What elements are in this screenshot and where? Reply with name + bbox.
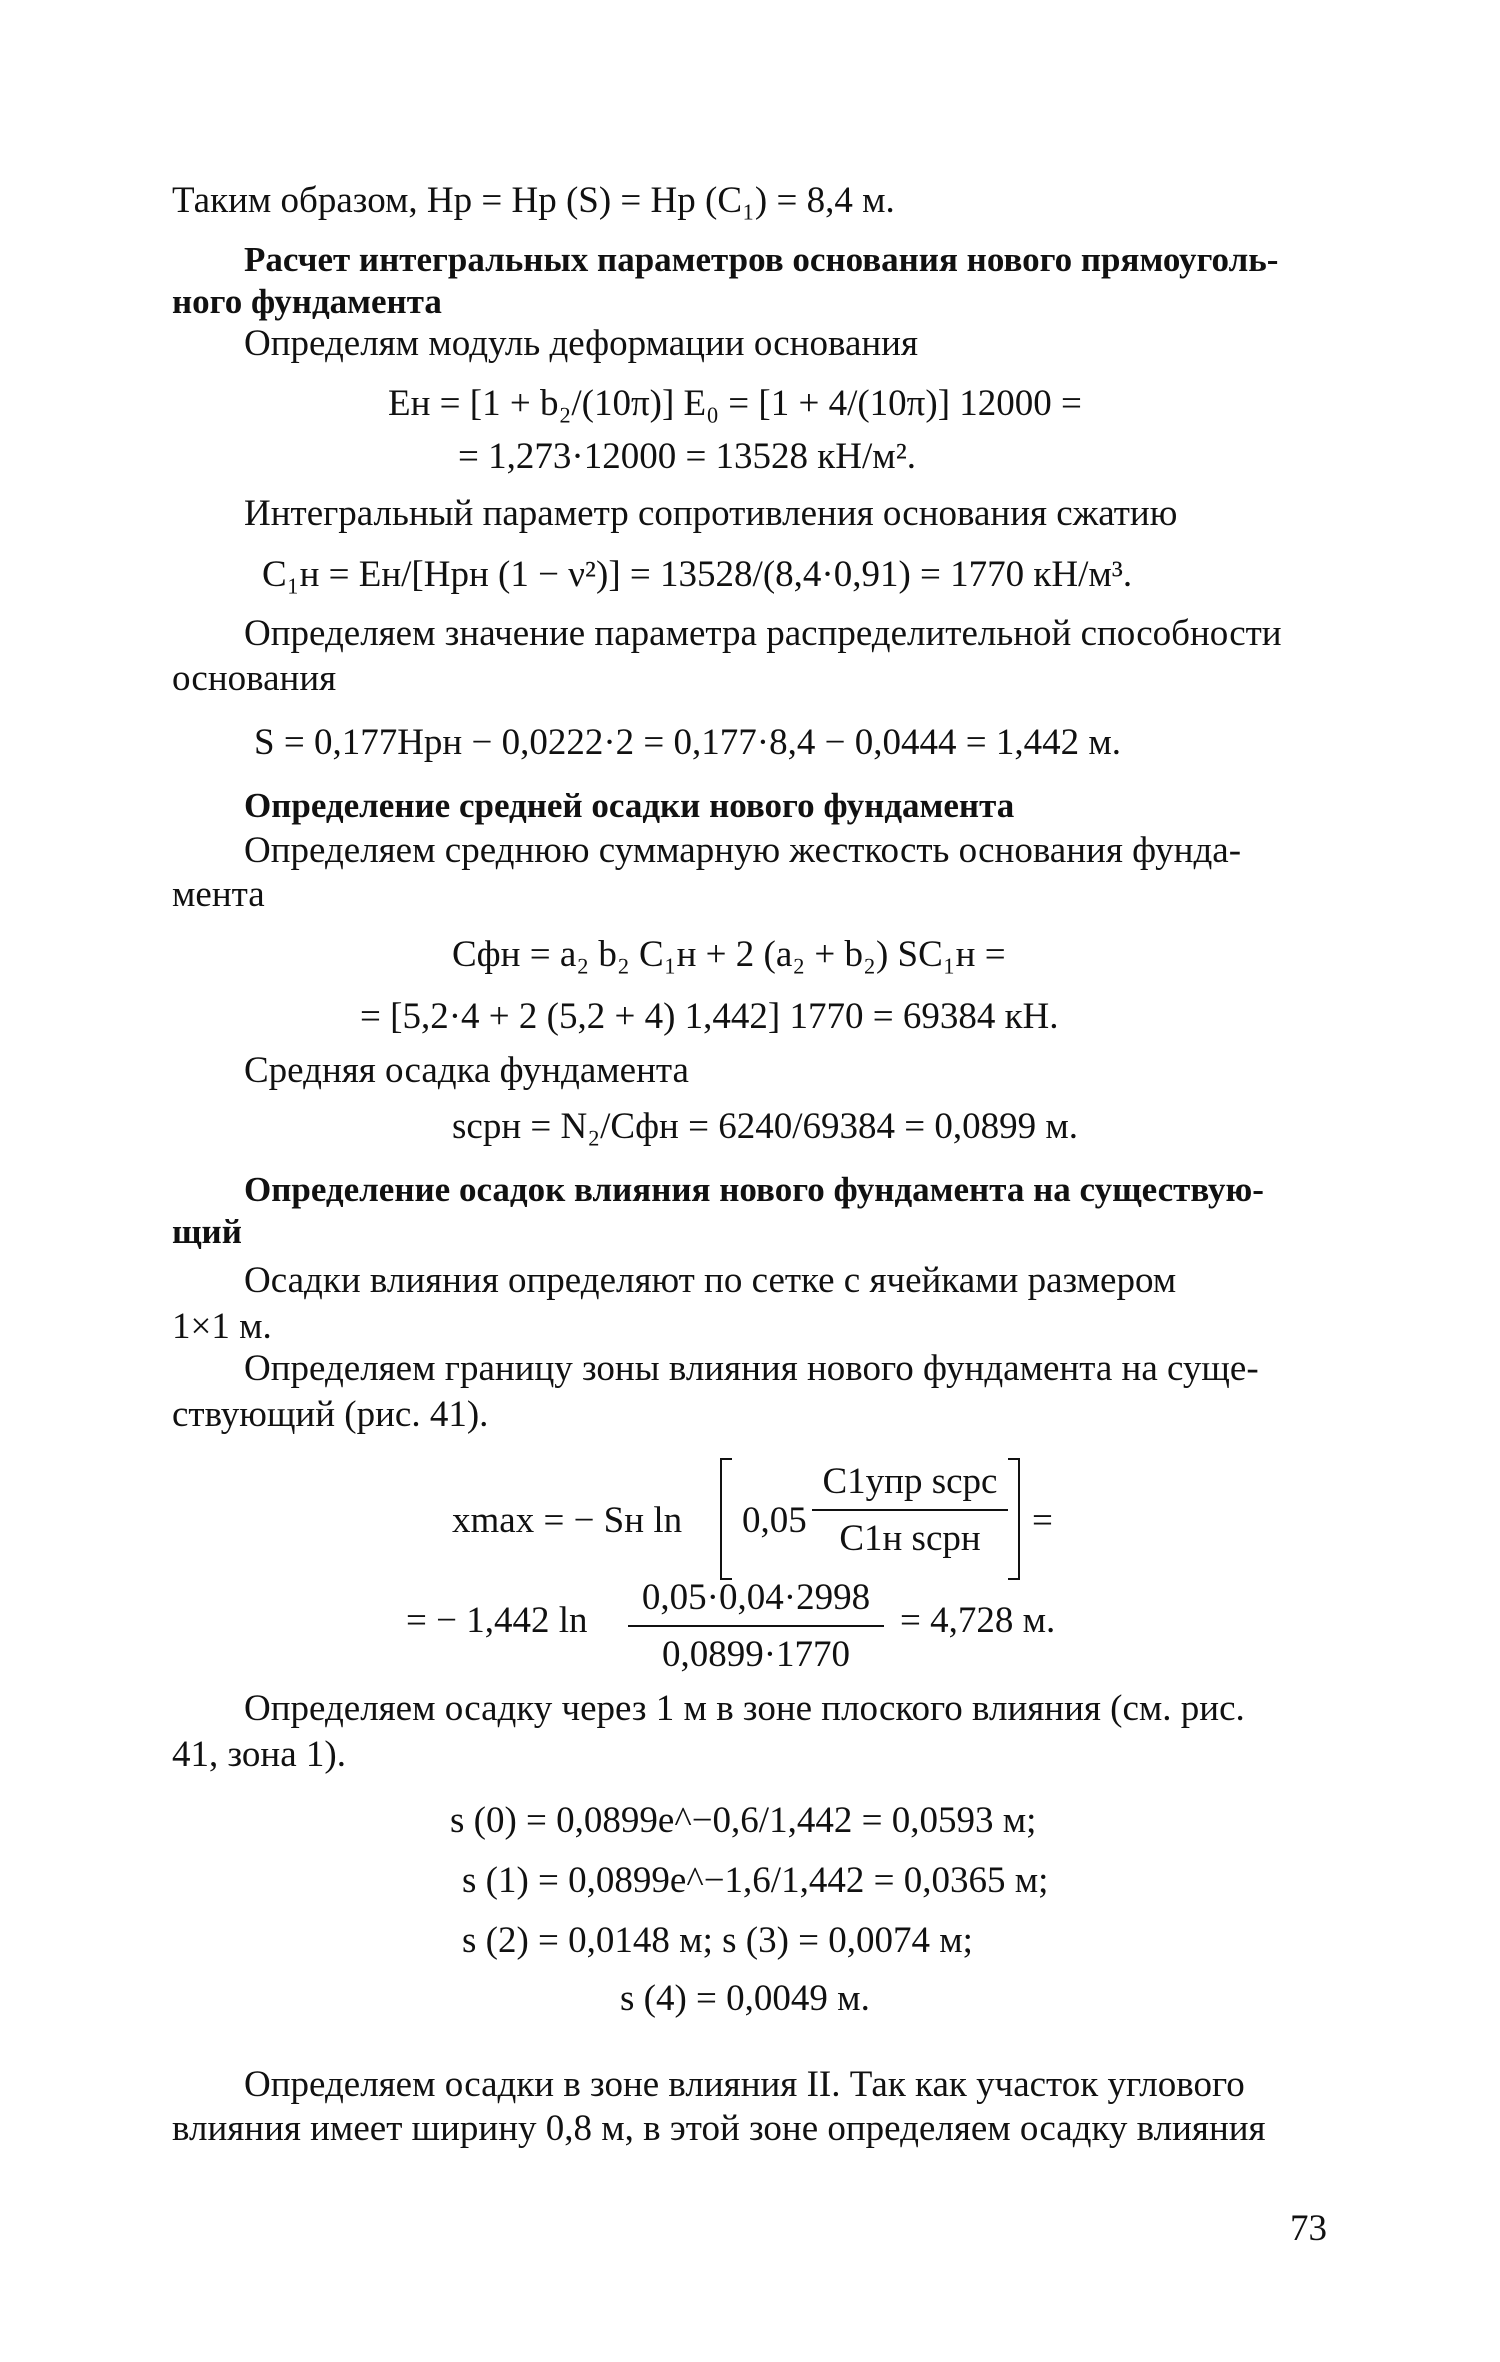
- formula-xmax-result-right: = 4,728 м.: [900, 1600, 1056, 1641]
- formula-stiffness-2: = [5,2·4 + 2 (5,2 + 4) 1,442] 1770 = 69384 кН.: [360, 996, 1059, 1037]
- formula-s0: s (0) = 0,0899e^−0,6/1,442 = 0,0593 м;: [450, 1800, 1037, 1841]
- paragraph-distribution-cont: основания: [172, 658, 337, 699]
- fraction-xmax-denominator: C1н sсрн: [812, 1509, 1008, 1560]
- fraction-xmax: [812, 1460, 1008, 1560]
- formula-s4: s (4) = 0,0049 м.: [620, 1978, 870, 2019]
- paragraph-modulus: Определям модуль деформации основания: [244, 323, 919, 364]
- formula-modulus-1: Eн = [1 + b₂/(10π)] E₀ = [1 + 4/(10π)] 12000 =: [388, 383, 1082, 424]
- right-bracket: [1008, 1458, 1020, 1580]
- formula-compression: C₁н = Eн/[Hрн (1 − ν²)] = 13528/(8,4·0,91) = 1770 кН/м³.: [262, 554, 1133, 595]
- paragraph-grid: Осадки влияния определяют по сетке с ячейками размером: [244, 1260, 1177, 1301]
- heading-integral-params-cont: ного фундамента: [172, 282, 442, 321]
- formula-xmax-equals: =: [1032, 1500, 1053, 1541]
- heading-integral-params: Расчет интегральных параметров основания нового прямоуголь-: [244, 240, 1279, 279]
- formula-xmax-coef: 0,05: [742, 1500, 807, 1541]
- formula-s2-s3: s (2) = 0,0148 м; s (3) = 0,0074 м;: [462, 1920, 973, 1961]
- fraction-xmax-numerator: C1упр sсрс: [822, 1461, 998, 1502]
- paragraph-compression: Интегральный параметр сопротивления основания сжатию: [244, 493, 1178, 534]
- fraction-result-numerator: 0,05·0,04·2998: [641, 1577, 871, 1618]
- formula-stiffness-1: Cфн = a₂ b₂ C₁н + 2 (a₂ + b₂) SC₁н =: [452, 934, 1006, 975]
- formula-mean-settlement: sсрн = N₂/Cфн = 6240/69384 = 0,0899 м.: [452, 1106, 1079, 1147]
- formula-distribution: S = 0,177Hрн − 0,0222·2 = 0,177·8,4 − 0,0444 = 1,442 м.: [254, 722, 1121, 763]
- paragraph-mean-settlement: Средняя осадка фундамента: [244, 1050, 689, 1091]
- heading-influence-cont: щий: [172, 1212, 242, 1251]
- paragraph-zone-boundary: Определяем границу зоны влияния нового фундамента на суще-: [244, 1348, 1259, 1389]
- result-line-hr: Таким образом, Hр = Hр (S) = Hр (C₁) = 8,4 м.: [172, 180, 895, 221]
- heading-mean-settlement: Определение средней осадки нового фундамента: [244, 786, 1015, 825]
- paragraph-grid-cont: 1×1 м.: [172, 1306, 272, 1347]
- page-number: 73: [1290, 2208, 1327, 2249]
- formula-modulus-2: = 1,273·12000 = 13528 кН/м².: [458, 436, 917, 477]
- paragraph-stiffness-cont: мента: [172, 874, 265, 915]
- fraction-xmax-result: [628, 1576, 884, 1676]
- formula-s1: s (1) = 0,0899e^−1,6/1,442 = 0,0365 м;: [462, 1860, 1049, 1901]
- paragraph-distribution: Определяем значение параметра распределительной способности: [244, 613, 1282, 654]
- formula-xmax-left: xmax = − Sн ln: [452, 1500, 683, 1541]
- paragraph-flat-zone: Определяем осадку через 1 м в зоне плоского влияния (см. рис.: [244, 1688, 1245, 1729]
- paragraph-zone-ii: Определяем осадки в зоне влияния II. Так как участок углового: [244, 2064, 1245, 2105]
- paragraph-zone-ii-cont: влияния имеет ширину 0,8 м, в этой зоне определяем осадку влияния: [172, 2108, 1266, 2149]
- paragraph-stiffness: Определяем среднюю суммарную жесткость основания фунда-: [244, 830, 1242, 871]
- formula-xmax-result-left: = − 1,442 ln: [406, 1600, 588, 1641]
- paragraph-zone-boundary-cont: ствующий (рис. 41).: [172, 1394, 489, 1435]
- fraction-result-denominator: 0,0899·1770: [628, 1625, 884, 1676]
- paragraph-flat-zone-cont: 41, зона 1).: [172, 1734, 346, 1775]
- heading-influence: Определение осадок влияния нового фундамента на существую-: [244, 1170, 1264, 1209]
- left-bracket: [720, 1458, 732, 1580]
